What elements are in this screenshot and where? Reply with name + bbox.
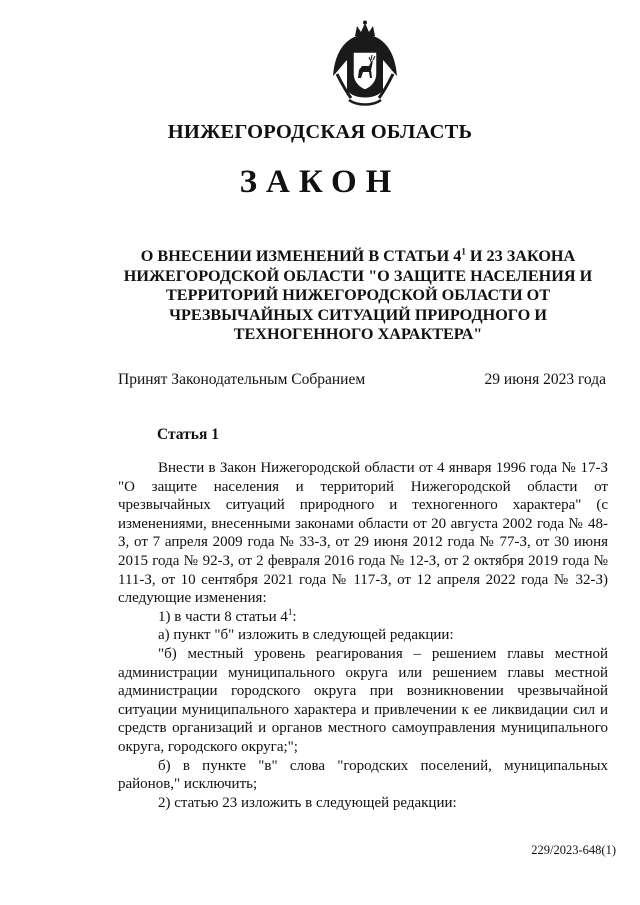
article-heading: Статья 1 (157, 426, 219, 443)
adoption-text: Принят Законодательным Собранием (118, 371, 366, 388)
item-1b: б) в пункте "в" слова "городских поселений, муниципальных районов," исключить; (118, 757, 608, 793)
item-2: 2) статью 23 изложить в следующей редакции: (158, 794, 457, 811)
item-1-colon: : (292, 608, 297, 625)
law-title (108, 247, 608, 345)
item-1a: а) пункт "б" изложить в следующей редакции: (158, 627, 454, 644)
law-title-part2: И 23 ЗАКОНА НИЖЕГОРОДСКОЙ ОБЛАСТИ "О ЗАЩИТЕ НАСЕЛЕНИЯ И ТЕРРИТОРИЙ НИЖЕГОРОДСКОЙ ОБЛАСТИ ОТ ЧРЕЗВЫЧАЙНЫХ СИТУАЦИЙ ПРИРОДНОГО И ТЕХНОГЕННОГО ХАРАКТЕРА" (123, 247, 593, 343)
adoption-date: 29 июня 2023 года (484, 371, 606, 388)
item-1-text: 1) в части 8 статьи 4 (158, 608, 288, 625)
item-1-superscript: 1 (287, 606, 293, 617)
law-title-part1: О ВНЕСЕНИИ ИЗМЕНЕНИЙ В СТАТЬИ 4 (140, 247, 462, 265)
law-title-superscript: 1 (461, 246, 466, 257)
document-type-heading: ЗАКОН (239, 164, 401, 200)
article-body (118, 459, 608, 812)
item-1 (118, 608, 608, 627)
region-heading: НИЖЕГОРОДСКАЯ ОБЛАСТЬ (167, 121, 473, 143)
document-code: 229/2023-648(1) (531, 843, 616, 857)
quoted-amendment: "б) местный уровень реагирования – решением главы местной администрации муниципального округа или решением главы местной администрации городского округа при возникновении чрезвычайной ситуации муниципального характера и привлечении к ее ликвидации сил и средств организаций и органов местного самоуправления муниципального округа, городского округа;"; (118, 645, 608, 755)
coat-of-arms-icon (325, 20, 405, 108)
article-intro: Внести в Закон Нижегородской области от 4 января 1996 года № 17-З "О защите населения и территорий Нижегородской области от чрезвычайных ситуаций природного и техногенного характера" (с изменениями, внесенными законами области от 20 августа 2002 года № 48-З, от 7 апреля 2009 года № 33-З, от 29 июня 2012 года № 77-З, от 30 июня 2015 года № 92-З, от 2 февраля 2016 года № 12-З, от 2 октября 2019 года № 111-З, от 10 сентября 2021 года № 117-З, от 12 апреля 2022 года № 32-З) следующие изменения: (118, 460, 608, 607)
